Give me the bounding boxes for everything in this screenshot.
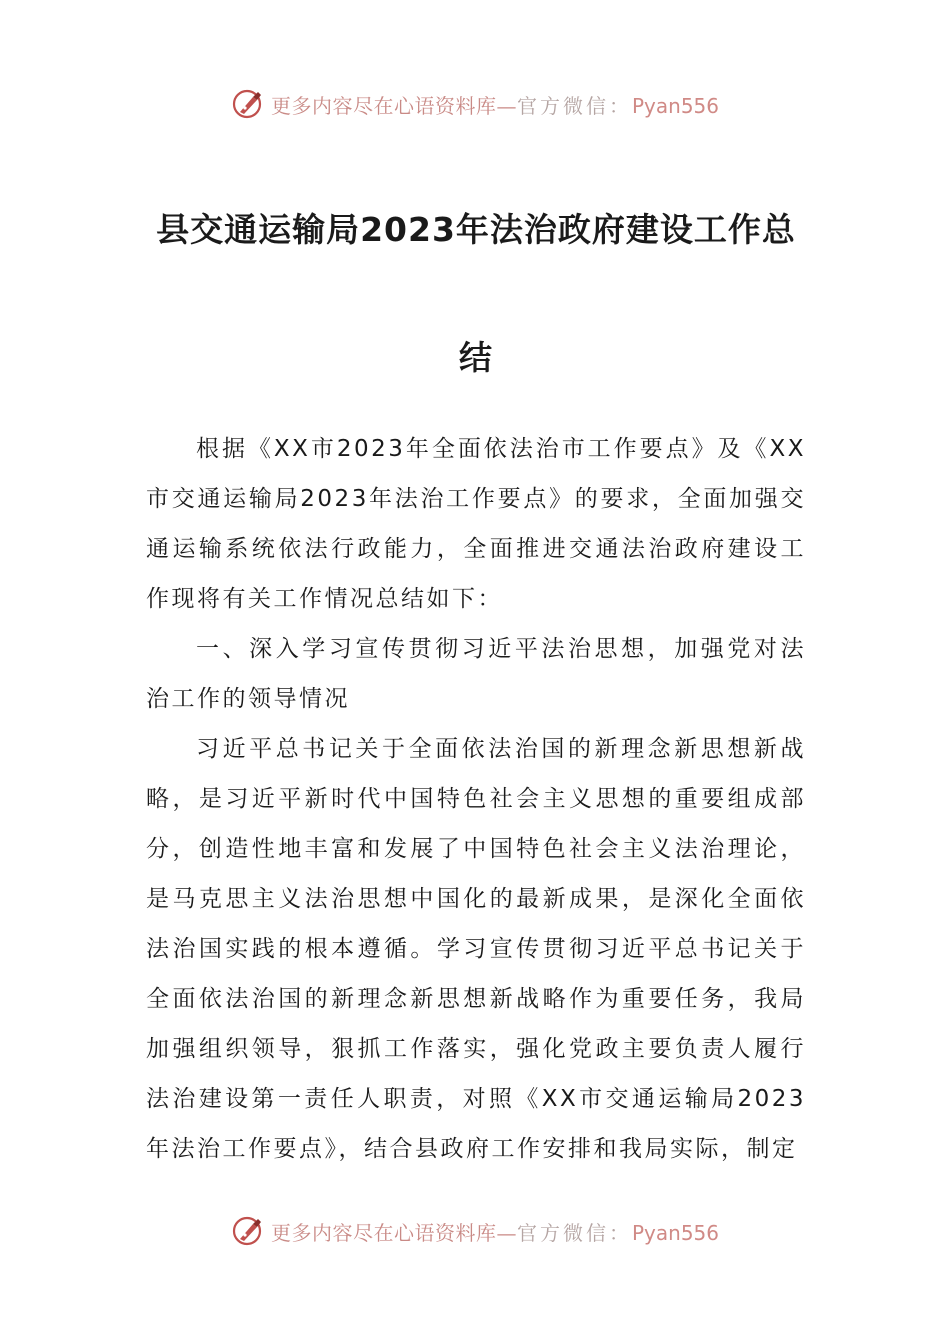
paragraph-section-1: 习近平总书记关于全面依法治国的新理念新思想新战略，是习近平新时代中国特色社会主义思想的重要组成部分，创造性地丰富和发展了中国特色社会主义法治理论，是马克思主义法治思想中国化的最新成果，是深化全面依法治国实践的根本遵循。学习宣传贯彻习近平总书记关于全面依法治国的新理念新思想新战略作为重要任务，我局加强组织领导，狠抓工作落实，强化党政主要负责人履行法治建设第一责任人职责，对照《XX市交通运输局2023年法治工作要点》，结合县政府工作安排和我局实际，制定 — [146, 736, 806, 1162]
pen-nib-circle-icon — [231, 1214, 265, 1248]
document-title: 县交通运输局2023年法治政府建设工作总结 — [156, 210, 796, 377]
footer-watermark — [0, 1211, 950, 1251]
section-heading-1: 一、深入学习宣传贯彻习近平法治思想，加强党对法治工作的领导情况 — [146, 636, 806, 712]
watermark-text: 更多内容尽在心语资料库—官方微信：Pyan556 — [270, 93, 719, 118]
pen-nib-circle-icon — [231, 87, 265, 121]
paragraph-intro: 根据《XX市2023年全面依法治市工作要点》及《XX市交通运输局2023年法治工作要点》的要求，全面加强交通运输系统依法行政能力，全面推进交通法治政府建设工作现将有关工作情况总结如下： — [146, 436, 806, 612]
watermark-text: 更多内容尽在心语资料库—官方微信：Pyan556 — [270, 1220, 719, 1245]
header-watermark — [0, 84, 950, 124]
document-body — [146, 424, 806, 1174]
